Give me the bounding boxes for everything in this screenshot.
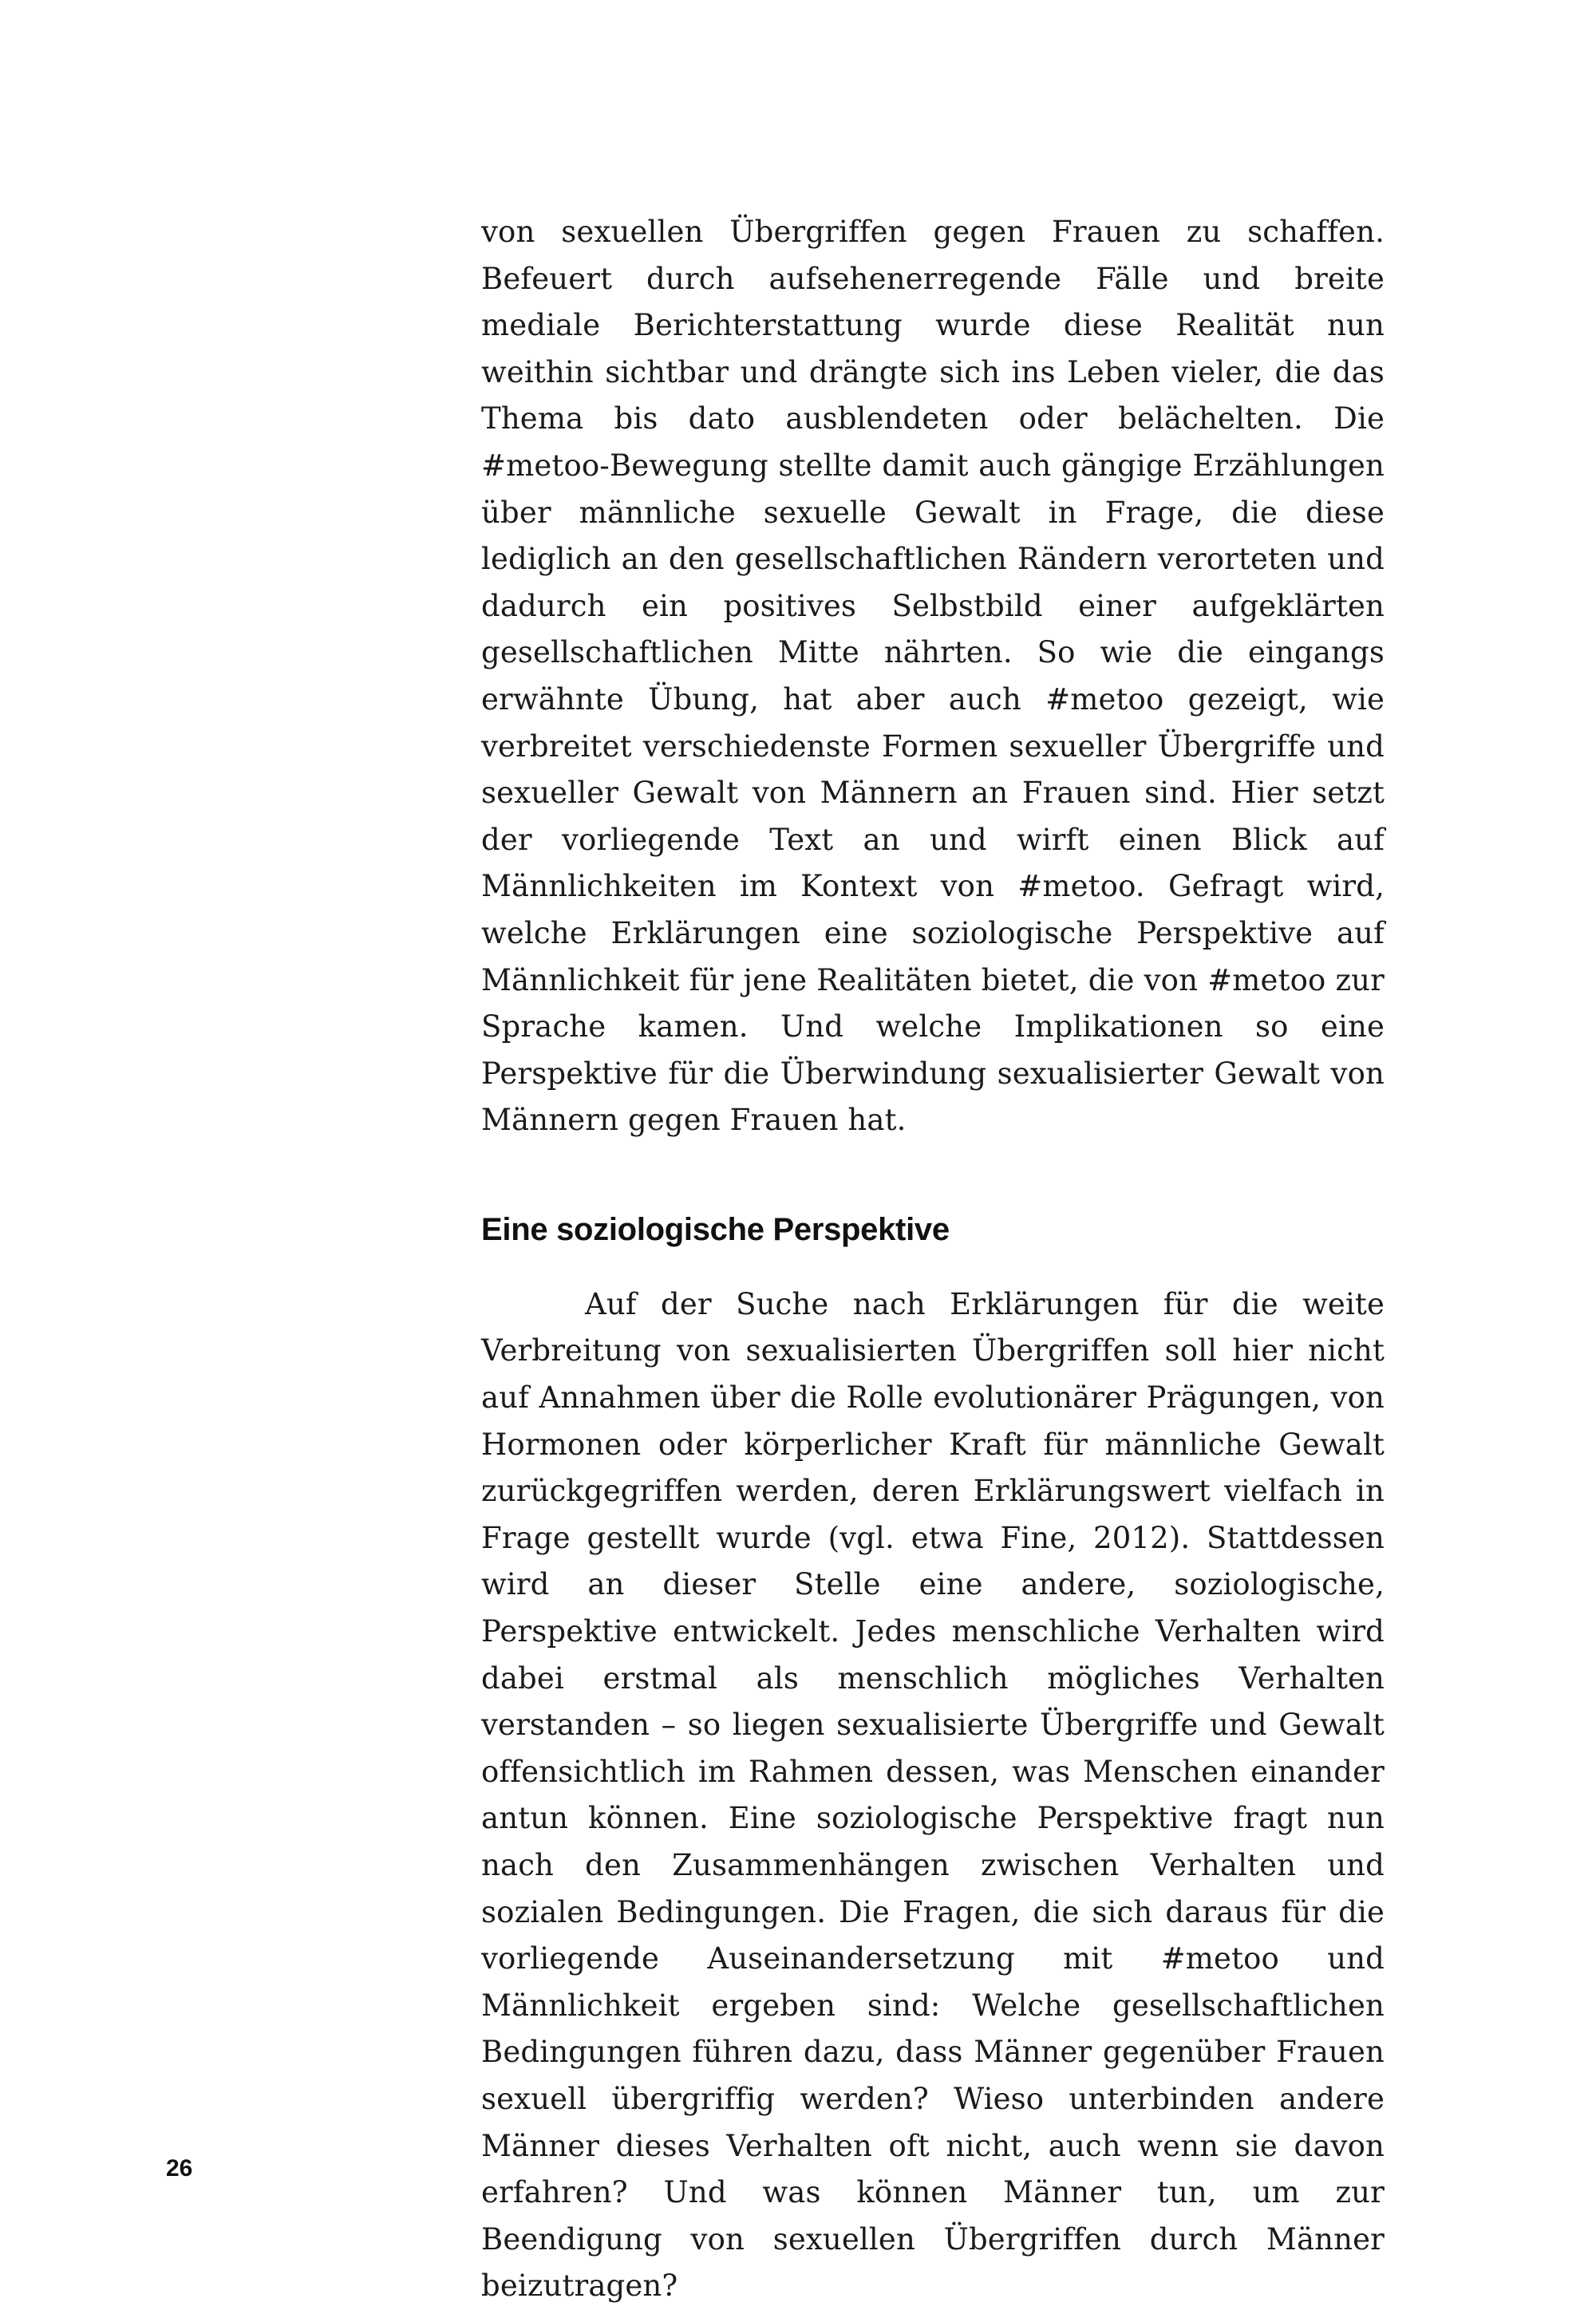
section-heading-wrapper — [481, 1210, 1385, 1250]
section-heading: Eine soziologische Perspektive — [481, 1211, 950, 1247]
page-number: 26 — [166, 2155, 193, 2182]
text-column — [481, 209, 1385, 2310]
body-paragraph-2: Auf der Suche nach Erklärungen für die weite Verbreitung von sexualisierten Übergriffen soll hier nicht auf Annahmen über die Rolle evolutionärer Prägungen, von Hormonen oder körperlicher Kraft für männliche Gewalt zurückgegriffen werden, deren Erklärungswert vielfach in Frage gestellt wurde (vgl. etwa Fine, 2012). Stattdessen wird an dieser Stelle eine andere, soziologische, Perspektive entwickelt. Jedes menschliche Verhalten wird dabei erstmal als menschlich mögliches Verhalten verstanden – so liegen sexualisierte Übergriffe und Gewalt offensichtlich im Rahmen dessen, was Menschen einander antun können. Eine soziologische Perspektive fragt nun nach den Zusammenhängen zwischen Verhalten und sozialen Bedingungen. Die Fragen, die sich daraus für die vorliegende Auseinandersetzung mit #metoo und Männlichkeit ergeben sind: Welche gesellschaftlichen Bedingungen führen dazu, dass Männer gegenüber Frauen sexuell übergriffig werden? Wieso unterbinden andere Männer dieses Verhalten oft nicht, auch wenn sie davon erfahren? Und was können Männer tun, um zur Beendigung von sexuellen Übergriffen durch Männer beizutragen? — [481, 1286, 1385, 2304]
body-paragraph-1: von sexuellen Übergriffen gegen Frauen zu schaffen. Befeuert durch aufsehenerregende Fälle und breite mediale Berichterstattung wurde diese Realität nun weithin sichtbar und drängte sich ins Leben vieler, die das Thema bis dato ausblendeten oder belächelten. Die #metoo-Bewegung stellte damit auch gängige Erzählungen über männliche sexuelle Gewalt in Frage, die diese lediglich an den gesellschaftlichen Rändern verorteten und dadurch ein positives Selbstbild einer aufgeklärten gesellschaftlichen Mitte nährten. So wie die eingangs erwähnte Übung, hat aber auch #metoo gezeigt, wie verbreitet verschiedenste Formen sexueller Übergriffe und sexueller Gewalt von Männern an Frauen sind. Hier setzt der vorliegende Text an und wirft einen Blick auf Männlichkeiten im Kontext von #metoo. Gefragt wird, welche Erklärungen eine soziologische Perspektive auf Männlichkeit für jene Realitäten bietet, die von #metoo zur Sprache kamen. Und welche Implikationen so eine Perspektive für die Überwindung sexualisierter Gewalt von Männern gegen Frauen hat. — [481, 215, 1385, 1138]
